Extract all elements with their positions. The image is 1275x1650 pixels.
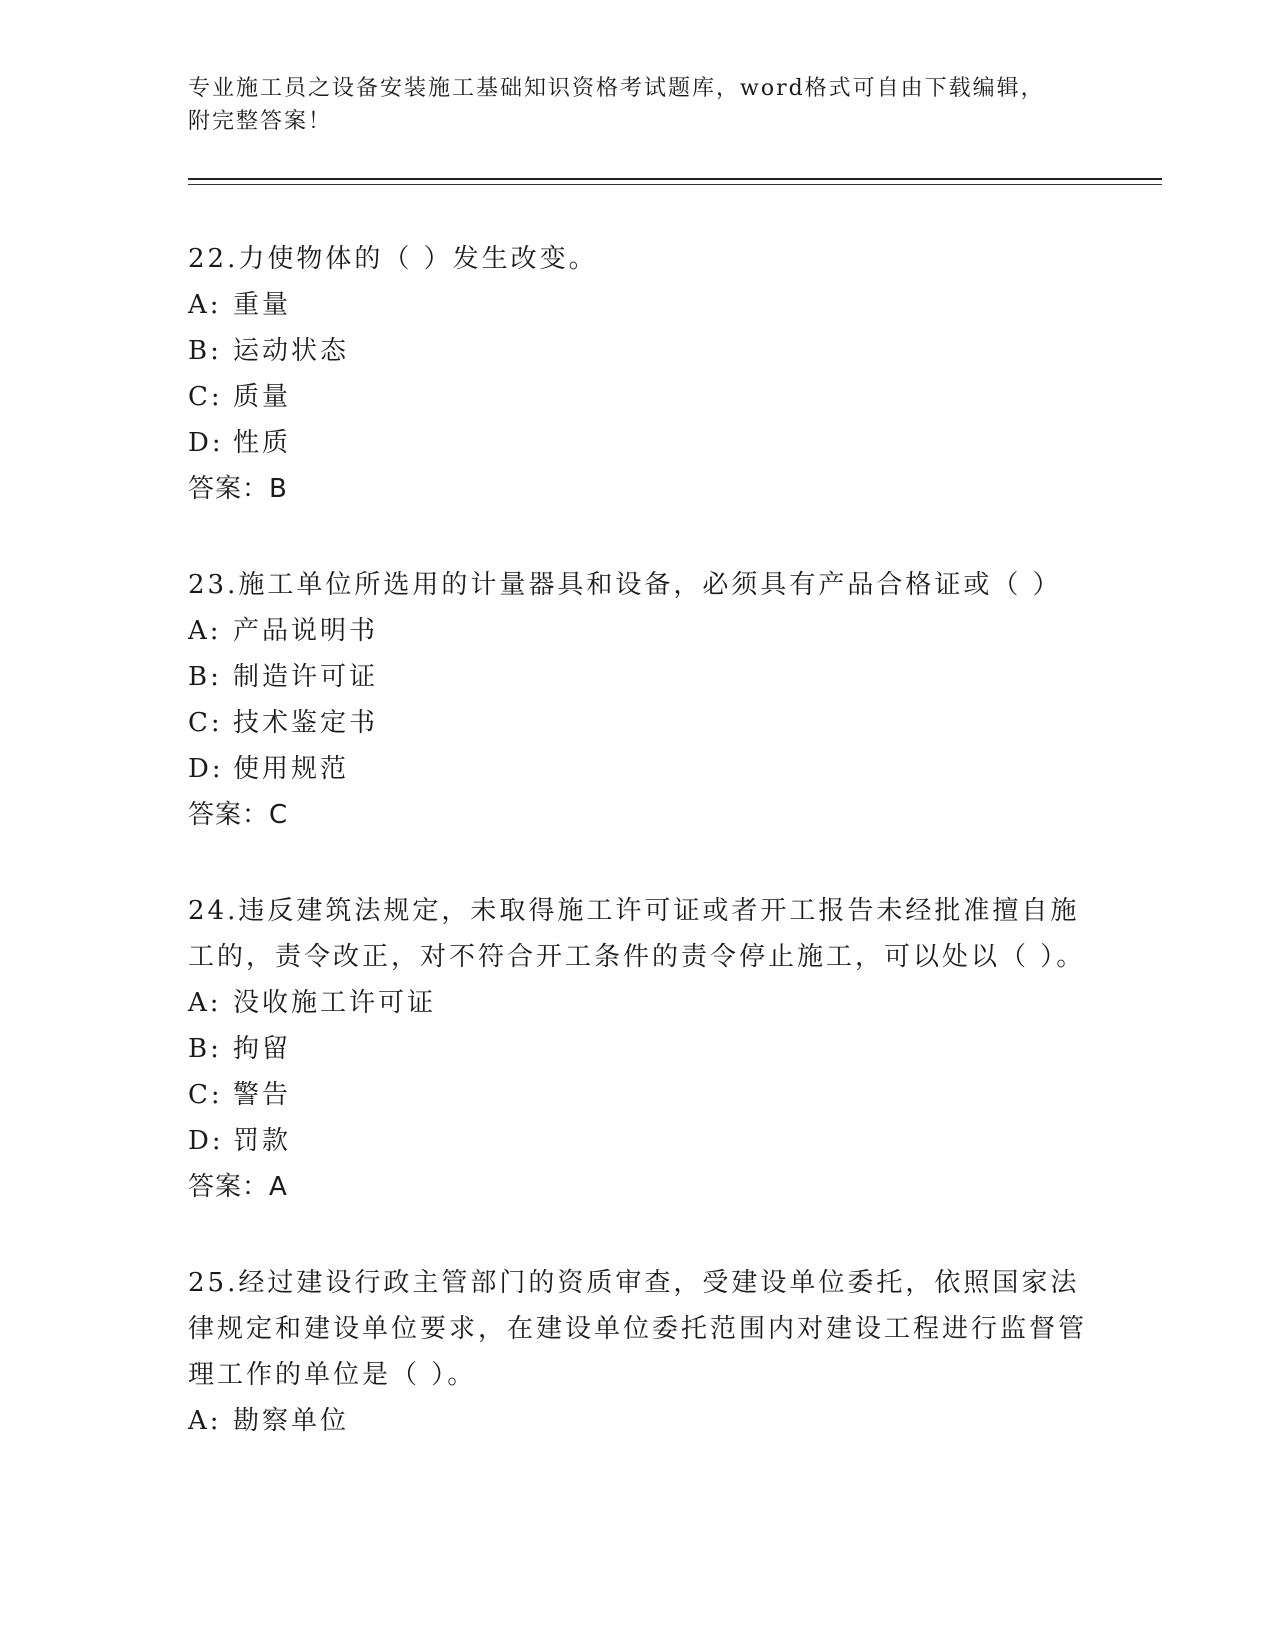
option-text: 性质 [233,428,292,458]
header-line-2: 附完整答案！ [188,109,333,134]
question-22 [188,236,1088,512]
option-c [188,1072,1088,1118]
question-text: 23.施工单位所选用的计量器具和设备，必须具有产品合格证或（ ） [188,570,1062,600]
option-a [188,282,1088,328]
option-key: A: [188,290,222,320]
question-24 [188,888,1088,1210]
document-header [188,72,1088,138]
header-divider-thin [188,184,1162,185]
option-text: 质量 [233,382,292,412]
option-text: 勘察单位 [233,1406,350,1436]
option-b [188,328,1088,374]
header-line-1: 专业施工员之设备安装施工基础知识资格考试题库，word格式可自由下载编辑， [188,76,1045,101]
option-key: D: [188,754,224,784]
option-c [188,374,1088,420]
option-key: D: [188,428,224,458]
option-d [188,1118,1088,1164]
option-text: 罚款 [233,1126,292,1156]
option-b [188,654,1088,700]
option-key: A: [188,1406,222,1436]
question-text: 25.经过建设行政主管部门的资质审查，受建设单位委托，依照国家法律规定和建设单位要求，在建设单位委托范围内对建设工程进行监督管理工作的单位是（ ）。 [188,1268,1088,1390]
option-a [188,980,1088,1026]
option-key: C: [188,382,223,412]
option-c [188,700,1088,746]
option-text: 制造许可证 [233,662,379,692]
option-key: B: [188,1034,222,1064]
option-key: B: [188,662,222,692]
option-key: C: [188,708,223,738]
question-text: 24.违反建筑法规定，未取得施工许可证或者开工报告未经批准擅自施工的，责令改正，对不符合开工条件的责令停止施工，可以处以（ ）。 [188,896,1086,972]
option-text: 没收施工许可证 [233,988,437,1018]
option-text: 使用规范 [233,754,350,784]
question-23 [188,562,1088,838]
question-25 [188,1260,1088,1444]
option-key: A: [188,988,222,1018]
option-a [188,1398,1088,1444]
option-key: A: [188,616,222,646]
question-list [188,236,1088,1494]
option-text: 重量 [233,290,292,320]
option-d [188,420,1088,466]
option-a [188,608,1088,654]
answer: 答案：B [188,474,288,504]
header-divider-thick [188,178,1162,180]
option-text: 产品说明书 [233,616,379,646]
option-key: C: [188,1080,223,1110]
option-text: 运动状态 [233,336,350,366]
option-b [188,1026,1088,1072]
answer: 答案：A [188,1172,288,1202]
option-d [188,746,1088,792]
answer: 答案：C [188,800,289,830]
question-text: 22.力使物体的（ ）发生改变。 [188,244,598,274]
option-text: 技术鉴定书 [233,708,379,738]
option-key: D: [188,1126,224,1156]
option-text: 警告 [233,1080,292,1110]
option-key: B: [188,336,222,366]
option-text: 拘留 [233,1034,292,1064]
